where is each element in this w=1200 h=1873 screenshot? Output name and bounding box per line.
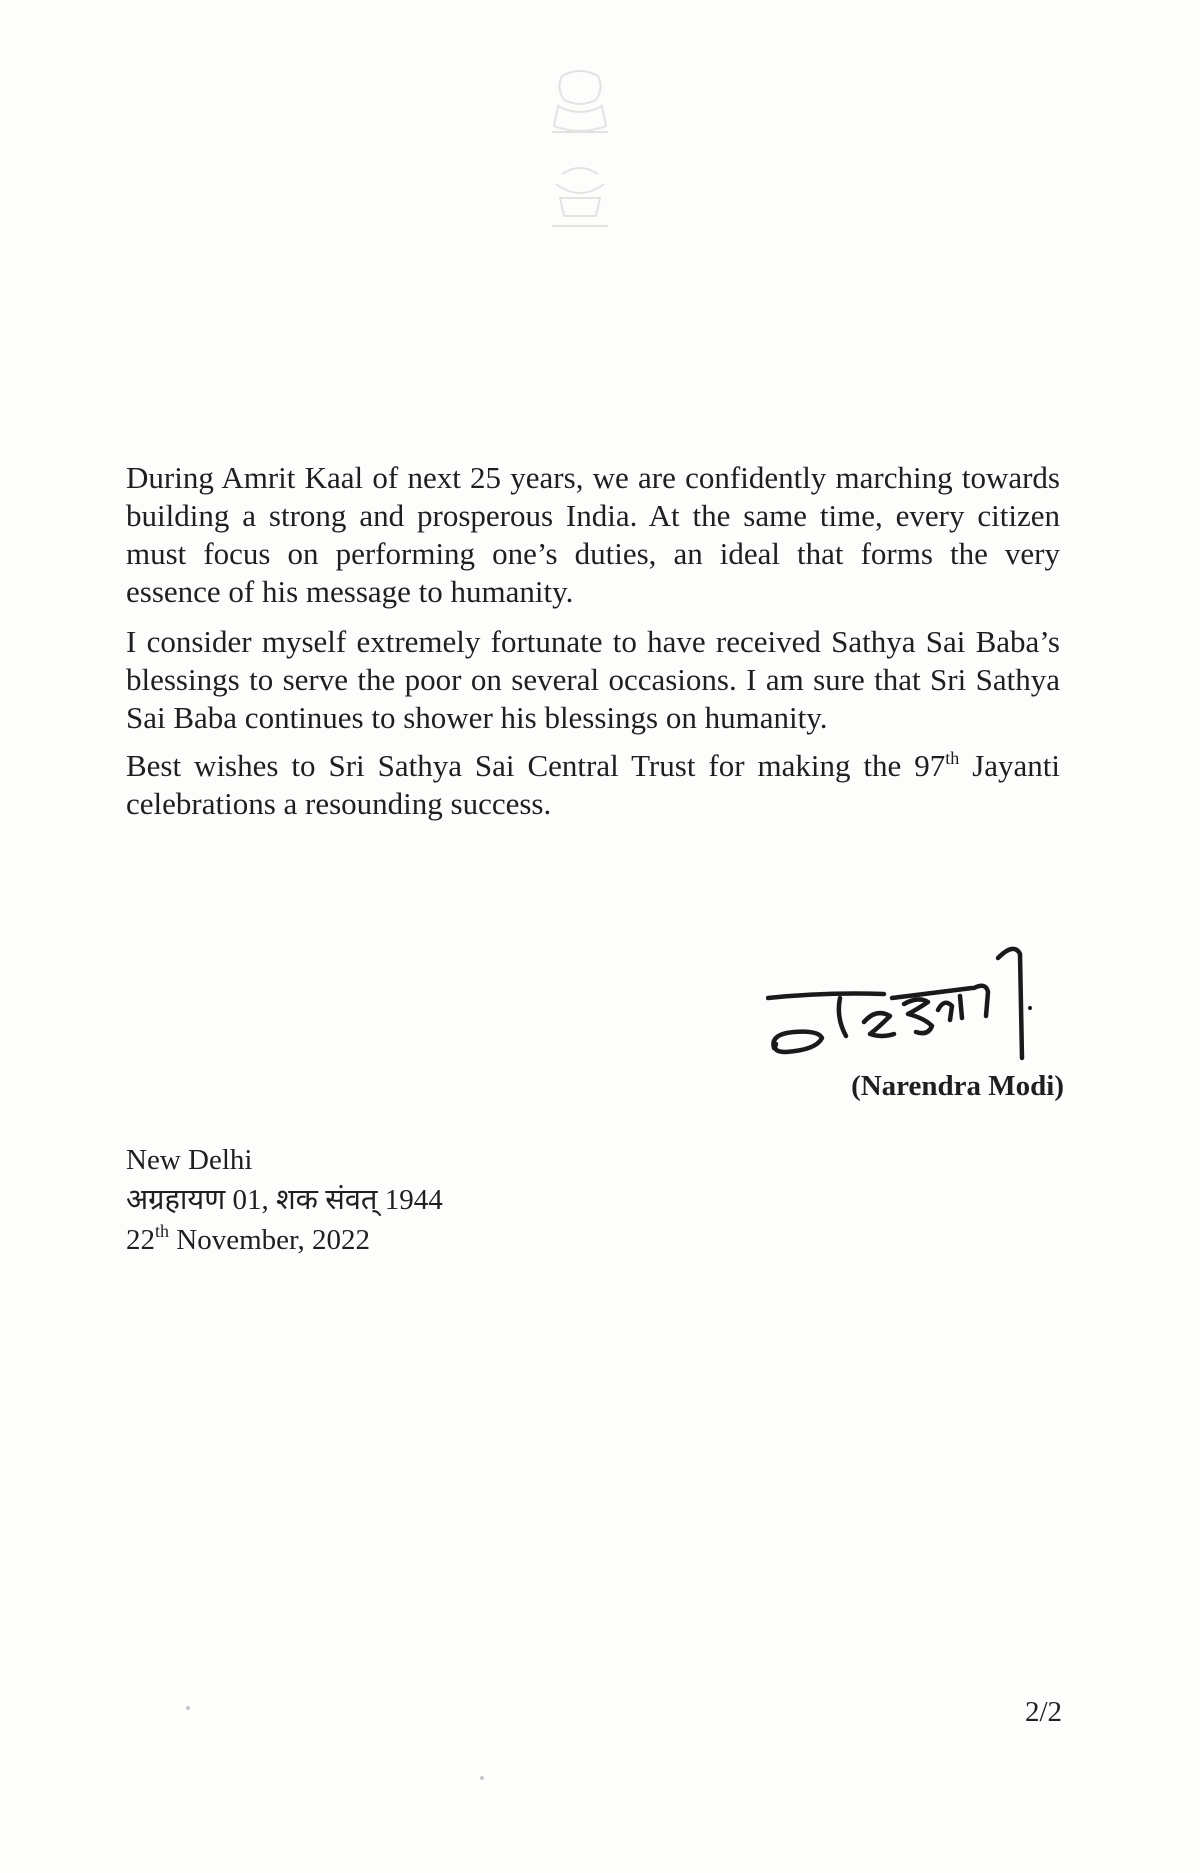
paragraph-blessings: I consider myself extremely fortunate to have received Sathya Sai Baba’s blessings to serve the poor on several occasions. I am sure that Sri Sathya Sai Baba continues to shower his blessings on humanity. xyxy=(126,624,1060,735)
hindi-date: अग्रहायण 01, शक संवत् 1944 xyxy=(126,1184,443,1216)
ordinal-suffix: th xyxy=(945,748,960,768)
place: New Delhi xyxy=(126,1144,253,1176)
date-day: 22 xyxy=(126,1224,155,1256)
date-rest: November, 2022 xyxy=(169,1224,371,1256)
paragraph-best-wishes xyxy=(126,747,1060,823)
signature-dot xyxy=(1028,1006,1032,1010)
paper-speck xyxy=(186,1706,190,1710)
best-wishes-post: Jayanti celebrations a resounding success. xyxy=(126,748,1061,821)
paragraph-amrit-kaal: During Amrit Kaal of next 25 years, we are confidently marching towards building a strong and prosperous India. At the same time, every citizen must focus on performing one’s duties, an ideal that forms the very essence of his message to humanity. xyxy=(126,460,1060,609)
paper-speck xyxy=(480,1776,484,1780)
signatory-name: (Narendra Modi) xyxy=(851,1070,1064,1102)
date-ordinal-suffix: th xyxy=(155,1221,170,1241)
place-and-date xyxy=(126,1140,443,1260)
handwritten-signature xyxy=(766,936,1066,1066)
letter-body xyxy=(126,459,1060,833)
embossed-emblem-icon xyxy=(532,66,628,248)
page-number: 2/2 xyxy=(1024,1696,1062,1728)
english-date xyxy=(126,1220,443,1260)
best-wishes-pre: Best wishes to Sri Sathya Sai Central Trust for making the 97 xyxy=(126,748,946,783)
